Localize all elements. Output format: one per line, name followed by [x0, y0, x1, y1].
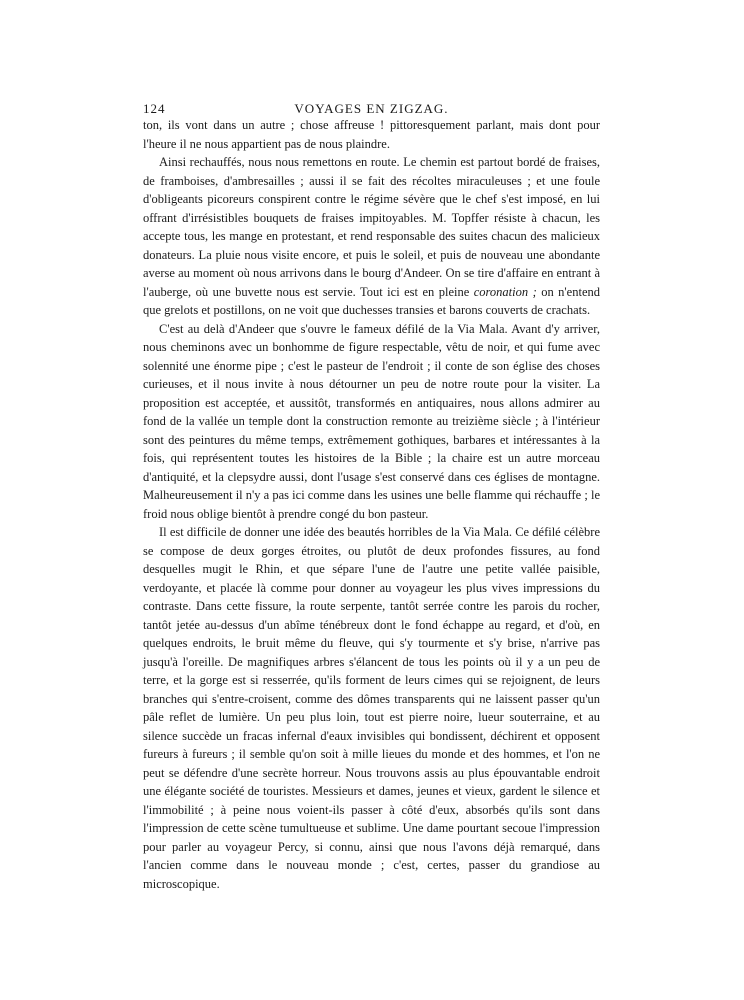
- running-title: VOYAGES EN ZIGZAG.: [294, 101, 449, 116]
- paragraph-raspberries: [143, 153, 600, 320]
- paragraph-text-tail: on n'entend que grelots et postillons, on ne voit que duchesses transies et barons couverts de crachats.: [143, 284, 600, 317]
- paragraph-andeer: [143, 320, 600, 524]
- paragraph-text: Il est difficile de donner une idée des beautés horribles de la Via Mala. Ce défilé célèbre se compose de deux gorges étroites, ou plutôt de deux profondes fissures, au fond desquelles mugit le Rhin, et que sépare l'une de l'autre une petite vallée paisible, verdoyante, et placée là comme pour donner au voyageur les plus vives impressions du contraste. Dans cette fissure, la route serpente, tantôt serrée contre les parois du rocher, tantôt jetée au-dessus d'un abîme ténébreux dont le fond échappe au regard, et d'où, en quelques endroits, le bruit même du fleuve, qui s'y tourmente et s'y brise, n'arrive pas jusqu'à l'oreille. De magnifiques arbres s'élancent de tous les points où il y a un peu de terre, et la gorge est si resserrée, qu'ils forment de leurs cimes qui se rejoignent, de leurs branches qui s'entre-croisent, comme des dômes transparents qui ne laissent passer qu'un pâle reflet de lumière. Un peu plus loin, tout est pierre noire, lueur souterraine, et au silence succède un fracas infernal d'eaux invisibles qui bondissent, déchirent et opposent fureurs à fureurs ; il semble qu'on soit à mille lieues du monde et des hommes, et l'on ne peut se défendre d'une secrète horreur. Nous trouvons assis au plus épouvantable endroit une élégante société de touristes. Messieurs et dames, jeunes et vieux, gardent le silence et l'immobilité ; à peine nous voient-ils passer à côté d'eux, absorbés qu'ils sont dans l'impression de cette scène tumultueuse et sublime. Une dame pourtant secoue l'impression pour parler au voyageur Percy, si connu, ainsi que nous l'avons déjà remarqué, dans l'ancien comme dans le nouveau monde ; c'est, certes, passer du grandiose au microscopique.: [143, 525, 600, 891]
- paragraph-continued: [143, 116, 600, 153]
- paragraph-via-mala: [143, 523, 600, 893]
- page-number: 124: [143, 101, 166, 116]
- body-text: [143, 116, 600, 893]
- paragraph-text: C'est au delà d'Andeer que s'ouvre le fameux défilé de la Via Mala. Avant d'y arriver, nous cheminons avec un bonhomme de figure respectable, vêtu de noir, et qui fume avec solennité une énorme pipe ; c'est le pasteur de l'endroit ; il conte de son église des choses curieuses, et il nous invite à nous détourner un peu de notre route pour la visiter. La proposition est acceptée, et aussitôt, transformés en antiquaires, nous allons admirer au fond de la vallée un temple dont la construction remonte au treizième siècle ; à l'intérieur sont des peintures du même temps, extrêmement gothiques, barbares et intéressantes à la fois, qui représentent toutes les histoires de la Bible ; la chaire est un autre morceau d'antiquité, et la clepsydre aussi, dont l'usage s'est conservé dans ces églises de montagne. Malheureusement il n'y a pas ici comme dans les usines une belle flamme qui réchauffe ; le froid nous oblige bientôt à prendre congé du bon pasteur.: [143, 321, 600, 521]
- paragraph-emphasis: coronation ;: [473, 284, 537, 299]
- paragraph-text: Ainsi rechauffés, nous nous remettons en route. Le chemin est partout bordé de fraises, de framboises, d'ambresailles ; aussi il se fait des récoltes miraculeuses ; et une foule d'obligeants picoreurs conspirent contre le régime sévère que le chef s'est imposé, en lui offrant d'irrésistibles bouquets de fraises impitoyables. M. Topffer résiste à chacun, les accepte tous, les mange en protestant, et rend responsable des suites chacun des malicieux donateurs. La pluie nous visite encore, et puis le soleil, et puis de nouveau une abondante averse au moment où nous arrivons dans le bourg d'Andeer. On se tire d'affaire en entrant à l'auberge, où une buvette nous est servie. Tout ici est en pleine: [143, 155, 600, 299]
- paragraph-text: ton, ils vont dans un autre ; chose affreuse ! pittoresquement parlant, mais dont pour l'heure il ne nous appartient pas de nous plaindre.: [143, 118, 600, 151]
